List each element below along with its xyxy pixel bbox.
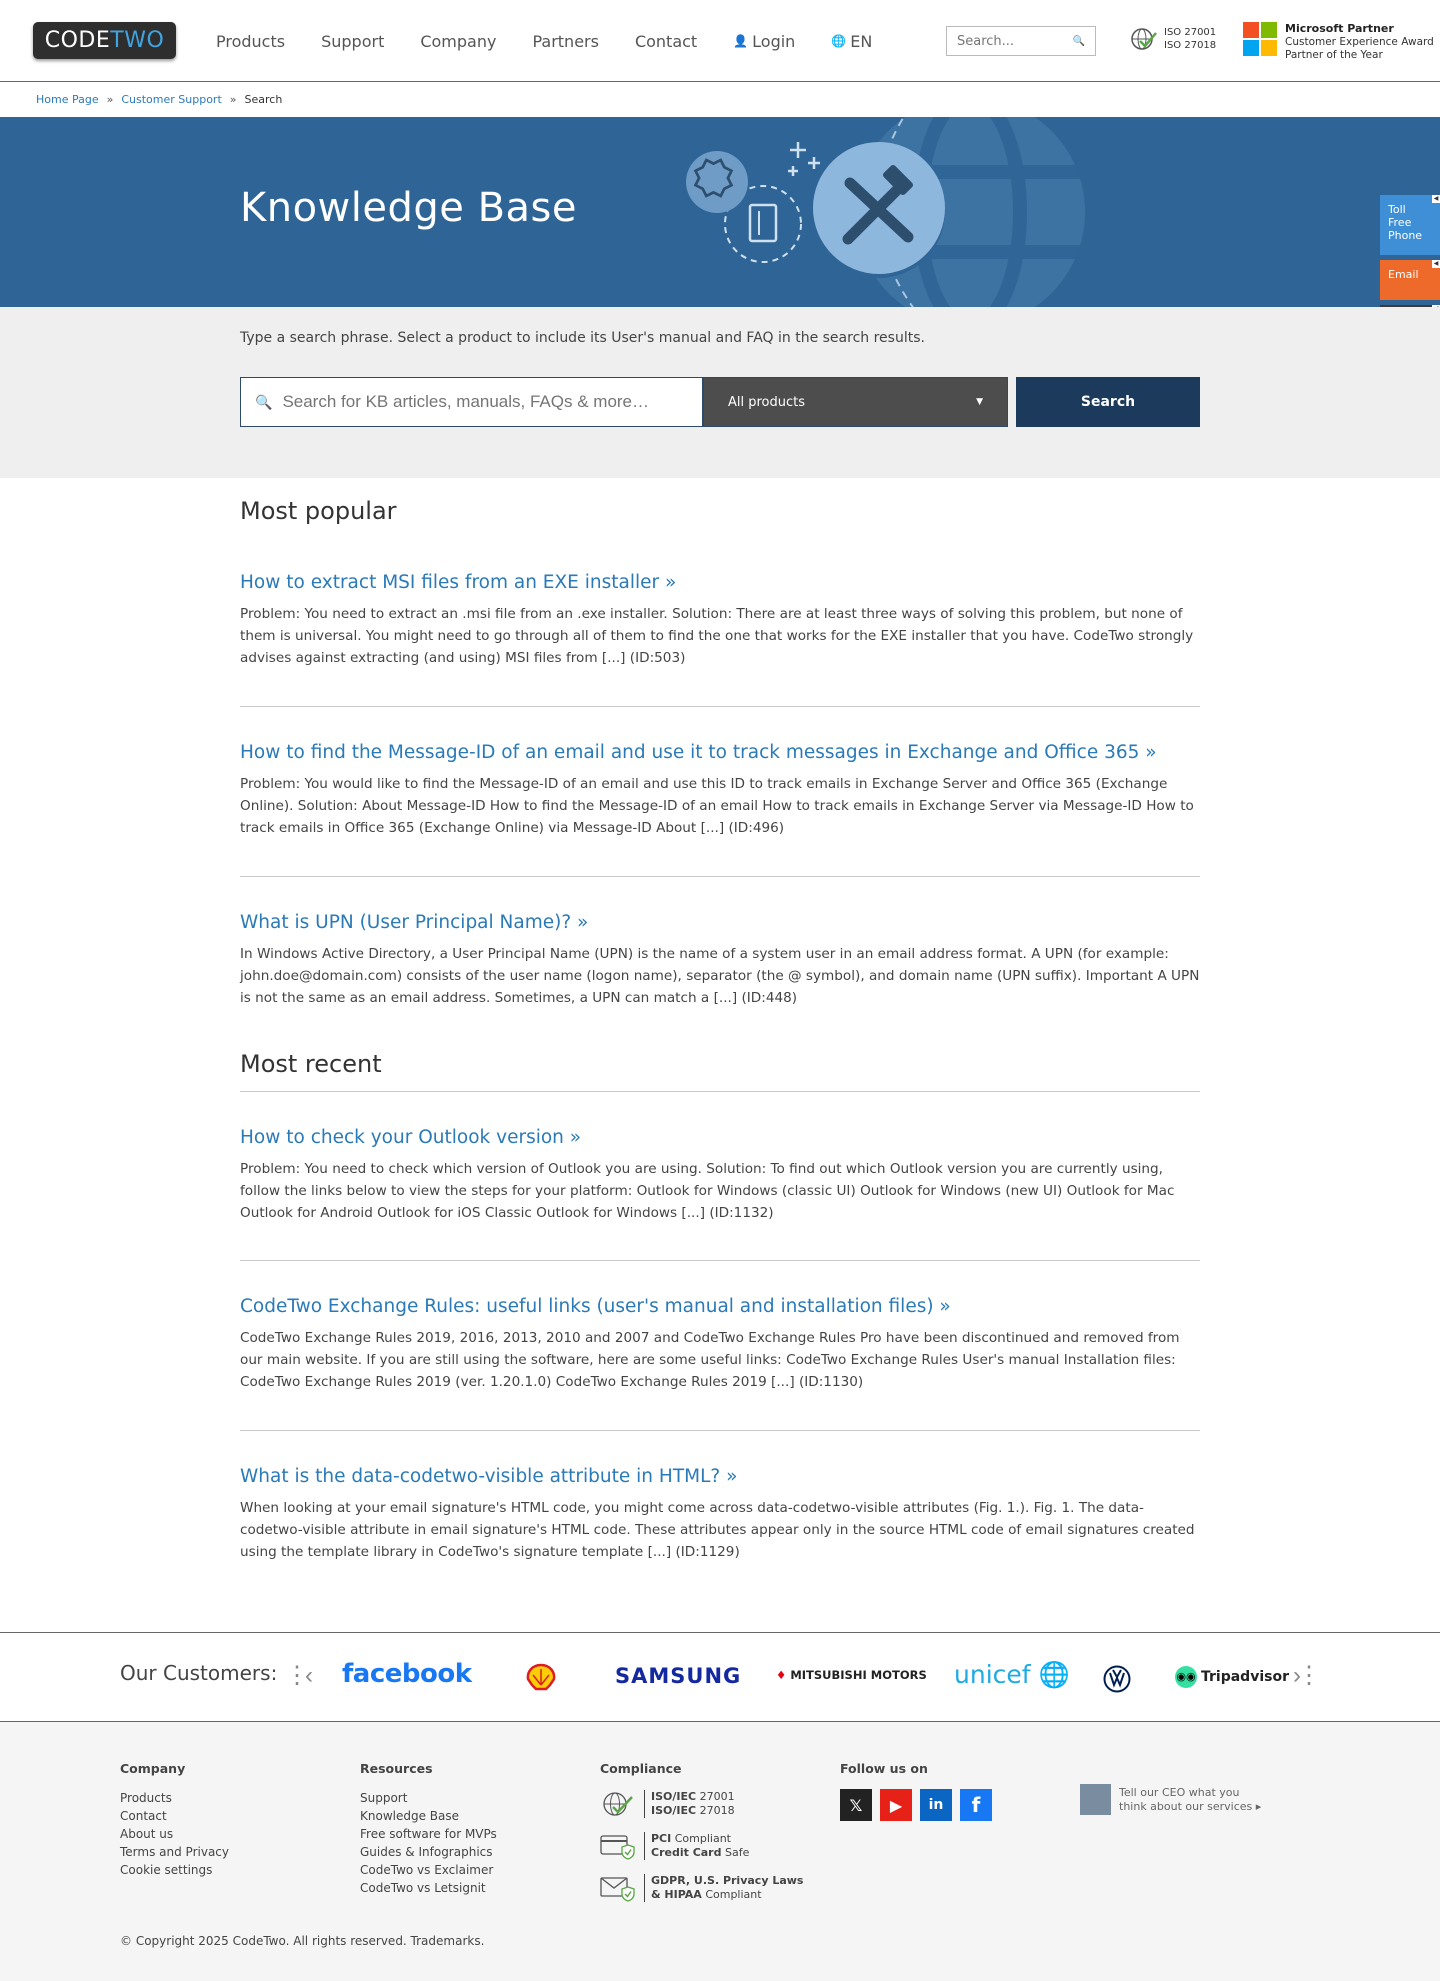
article-item: [240, 912, 1200, 1009]
support-tools-illustration: [680, 117, 1180, 307]
hero-banner: [0, 117, 1440, 307]
breadcrumb-home[interactable]: Home Page: [36, 93, 99, 106]
breadcrumb: [36, 93, 282, 106]
ceo-feedback-link[interactable]: [1080, 1784, 1261, 1815]
pci-label: PCI: [651, 1832, 672, 1845]
login-label: Login: [752, 31, 796, 51]
iso-number: 27001: [699, 1790, 735, 1803]
kb-search-section: [0, 307, 1440, 478]
ms-partner-title: Microsoft Partner: [1285, 22, 1394, 35]
article-link[interactable]: What is UPN (User Principal Name)? »: [240, 912, 589, 933]
article-excerpt: In Windows Active Directory, a User Principal Name (UPN) is the name of a system user in an email address format. A UPN (for example: john.doe@domain.com) consists of the user name (logon name), separator (the @ symbol), and domain name (UPN suffix). Important A UPN is not the same as an email address. Sometimes, a UPN can match a [...] (ID:448): [240, 946, 1200, 1006]
breadcrumb-separator: »: [106, 93, 114, 106]
divider: [240, 876, 1200, 877]
email-tab[interactable]: [1380, 260, 1440, 300]
product-select[interactable]: [703, 377, 1008, 427]
nav-login[interactable]: [733, 32, 795, 51]
search-hint: Type a search phrase. Select a product to include its User's manual and FAQ in the search results.: [240, 330, 925, 346]
nav-language[interactable]: [831, 32, 872, 51]
ceo-avatar: [1080, 1784, 1111, 1815]
unicef-globe-icon: 🌐: [1030, 1660, 1070, 1689]
microsoft-partner-badge: [1243, 22, 1434, 62]
article-item: [240, 1127, 1200, 1224]
gdpr-compliance[interactable]: [600, 1873, 803, 1903]
language-label: EN: [850, 31, 873, 51]
article-link[interactable]: What is the data-codetwo-visible attribute in HTML? »: [240, 1466, 738, 1487]
mitsubishi-diamond-icon: ♦: [776, 1668, 791, 1682]
footer-link[interactable]: Free software for MVPs: [360, 1827, 497, 1841]
hipaa-label: & HIPAA: [651, 1888, 702, 1901]
ceo-line2: think about our services: [1119, 1799, 1253, 1813]
kb-search-field: [240, 377, 703, 427]
footer-link[interactable]: Contact: [120, 1809, 167, 1823]
article-excerpt: When looking at your email signature's HTML code, you might come across data-codetwo-visible attributes (Fig. 1.). Fig. 1. The data-codetwo-visible attribute in email signature's HTML code. These attributes appear only in the source HTML code of email signatures created using the template library in CodeTwo's signature template [...] (ID:1129): [240, 1500, 1195, 1560]
iso-compliance[interactable]: [600, 1789, 803, 1819]
product-select-value: All products: [728, 394, 806, 410]
search-icon: 🔍: [255, 393, 273, 410]
article-item: [240, 1466, 1200, 1563]
footer-compliance: [600, 1761, 803, 1915]
owl-icon: ◉◉: [1175, 1666, 1197, 1688]
x-twitter-icon[interactable]: 𝕏: [840, 1789, 872, 1821]
shell-logo: [526, 1663, 556, 1691]
footer-resources-heading: Resources: [360, 1761, 433, 1776]
credit-card-shield-icon: [600, 1831, 636, 1861]
nav-partners[interactable]: Partners: [532, 31, 599, 51]
article-excerpt: Problem: You need to extract an .msi file from an .exe installer. Solution: There are at least three ways of solving this problem, but none of them is universal. You might need to go through all of them to find the one that works for the EXE installer that you have. CodeTwo strongly advises against extracting (and using) MSI files from [...] (ID:503): [240, 606, 1194, 666]
article-link[interactable]: How to find the Message-ID of an email and use it to track messages in Exchange and Office 365 »: [240, 742, 1157, 763]
pci-compliance[interactable]: [600, 1831, 803, 1861]
linkedin-icon[interactable]: in: [920, 1789, 952, 1821]
header-search: [946, 26, 1096, 56]
footer-link[interactable]: Products: [120, 1791, 172, 1805]
mitsubishi-logo: [776, 1668, 927, 1682]
credit-card-status: Safe: [725, 1846, 750, 1859]
corner-arrow-icon: ◀: [1433, 260, 1439, 267]
most-recent-heading: Most recent: [240, 1050, 382, 1078]
iso-label: ISO/IEC: [651, 1804, 697, 1817]
nav-contact[interactable]: Contact: [634, 31, 698, 51]
social-links: [840, 1789, 992, 1821]
nav-support[interactable]: Support: [321, 31, 385, 51]
mitsubishi-logo-text: MITSUBISHI MOTORS: [790, 1668, 927, 1682]
page-title: Knowledge Base: [240, 185, 577, 231]
pci-status: Compliant: [674, 1832, 731, 1845]
kb-search-input[interactable]: [282, 392, 702, 412]
site-footer: [0, 1722, 1440, 1981]
article-item: [240, 1296, 1200, 1393]
logo-part-code: CODE: [44, 28, 111, 53]
article-link[interactable]: How to extract MSI files from an EXE installer »: [240, 572, 677, 593]
samsung-logo: SAMSUNG: [615, 1664, 742, 1688]
credit-card-label: Credit Card: [651, 1846, 722, 1859]
article-excerpt: CodeTwo Exchange Rules 2019, 2016, 2013, 2010 and 2007 and CodeTwo Exchange Rules Pro have been discontinued and removed from our main website. If you are still using the software, here are some useful links: CodeTwo Exchange Rules User's manual Installation files: CodeTwo Exchange Rules 2019 (ver. 1.20.1.0) CodeTwo Exchange Rules 2019 [...] (ID:1130): [240, 1330, 1180, 1390]
most-popular-heading: Most popular: [240, 497, 397, 525]
article-link[interactable]: CodeTwo Exchange Rules: useful links (user's manual and installation files) »: [240, 1296, 951, 1317]
customers-strip: [0, 1632, 1440, 1722]
toll-free-phone-label: Toll Free Phone: [1388, 203, 1423, 242]
facebook-logo: facebook: [342, 1659, 472, 1689]
footer-link[interactable]: Terms and Privacy: [120, 1845, 229, 1859]
article-link[interactable]: How to check your Outlook version »: [240, 1127, 582, 1148]
user-icon: 👤: [733, 34, 749, 48]
youtube-icon[interactable]: ▶: [880, 1789, 912, 1821]
main-nav: [198, 0, 890, 82]
divider: [240, 1091, 1200, 1092]
footer-follow-heading: Follow us on: [840, 1761, 928, 1776]
divider: [240, 706, 1200, 707]
footer-resources: [360, 1761, 497, 1897]
footer-link[interactable]: Cookie settings: [120, 1863, 213, 1877]
globe-check-icon: [600, 1789, 636, 1819]
footer-link[interactable]: Support: [360, 1791, 408, 1805]
site-header: [0, 0, 1440, 82]
breadcrumb-current: Search: [244, 93, 283, 106]
arrow-right-icon: ▸: [1255, 1799, 1262, 1813]
iso-27018: ISO 27018: [1164, 40, 1217, 51]
breadcrumb-separator: »: [229, 93, 237, 106]
unicef-logo-text: unicef: [954, 1660, 1031, 1689]
nav-products[interactable]: Products: [216, 31, 286, 51]
footer-follow: [840, 1761, 992, 1821]
gdpr-label: GDPR, U.S. Privacy Laws: [651, 1874, 804, 1887]
globe-icon: 🌐: [831, 34, 847, 48]
facebook-icon[interactable]: f: [960, 1789, 992, 1821]
microsoft-logo: [1243, 22, 1277, 56]
footer-company-heading: Company: [120, 1761, 186, 1776]
article-item: [240, 572, 1200, 669]
article-excerpt: Problem: You need to check which version of Outlook you are using. Solution: To find out which Outlook version you are currently using, follow the links below to view the steps for your platform: Outlook for Windows (classic UI) Outlook for Windows (new UI) Outlook for Mac Outlook for Android Outlook for iOS Classic Outlook for Windows [...] (ID:1132): [240, 1161, 1175, 1221]
carousel-prev-icon[interactable]: ⋮‹: [285, 1662, 309, 1689]
email-tab-label: Email: [1388, 268, 1419, 281]
ms-award-line2: Partner of the Year: [1285, 49, 1383, 61]
corner-arrow-icon: ◀: [1433, 195, 1439, 202]
envelope-shield-icon: [600, 1873, 636, 1903]
tripadvisor-logo-text: Tripadvisor: [1201, 1669, 1289, 1685]
unicef-logo: [954, 1660, 1070, 1690]
header-search-input[interactable]: [957, 34, 1067, 49]
article-excerpt: Problem: You would like to find the Message-ID of an email and use this ID to track emails in Exchange Server and Office 365 (Exchange Online). Solution: About Message-ID How to find the Message-ID of an email How to track emails in Exchange Server via Message-ID How to track emails in Office 365 (Exchange Online) via Message-ID About [...] (ID:496): [240, 776, 1194, 836]
toll-free-phone-tab[interactable]: [1380, 195, 1440, 255]
footer-link[interactable]: Knowledge Base: [360, 1809, 459, 1823]
iso-number: 27018: [699, 1804, 735, 1817]
search-icon[interactable]: 🔍: [1072, 35, 1085, 47]
footer-link[interactable]: CodeTwo vs Exclaimer: [360, 1863, 494, 1877]
footer-compliance-heading: Compliance: [600, 1761, 682, 1776]
iso-label: ISO/IEC: [651, 1790, 697, 1803]
nav-company[interactable]: Company: [420, 31, 497, 51]
volkswagen-logo: [1103, 1665, 1131, 1693]
customers-label: Our Customers:: [120, 1661, 278, 1685]
ceo-line1: Tell our CEO what you: [1119, 1785, 1240, 1799]
breadcrumb-customer-support[interactable]: Customer Support: [121, 93, 222, 106]
footer-company: [120, 1761, 229, 1879]
logo-part-two: TWO: [110, 28, 165, 53]
divider: [240, 1430, 1200, 1431]
codetwo-logo[interactable]: [33, 22, 176, 59]
globe-check-icon: [1130, 27, 1158, 51]
hipaa-status: Compliant: [705, 1888, 762, 1901]
iso-27001: ISO 27001: [1164, 27, 1217, 38]
carousel-next-icon[interactable]: ›⋮: [1293, 1662, 1317, 1689]
iso-badge: [1130, 26, 1216, 52]
tripadvisor-logo: [1175, 1666, 1289, 1688]
footer-link[interactable]: CodeTwo vs Letsignit: [360, 1881, 486, 1895]
search-button[interactable]: Search: [1016, 377, 1200, 427]
divider: [240, 1260, 1200, 1261]
ms-award-line1: Customer Experience Award: [1285, 36, 1434, 48]
footer-link[interactable]: Guides & Infographics: [360, 1845, 493, 1859]
chevron-down-icon: ▼: [976, 397, 983, 407]
article-item: [240, 742, 1200, 839]
footer-link[interactable]: About us: [120, 1827, 174, 1841]
copyright: © Copyright 2025 CodeTwo. All rights reserved. Trademarks.: [120, 1934, 485, 1948]
